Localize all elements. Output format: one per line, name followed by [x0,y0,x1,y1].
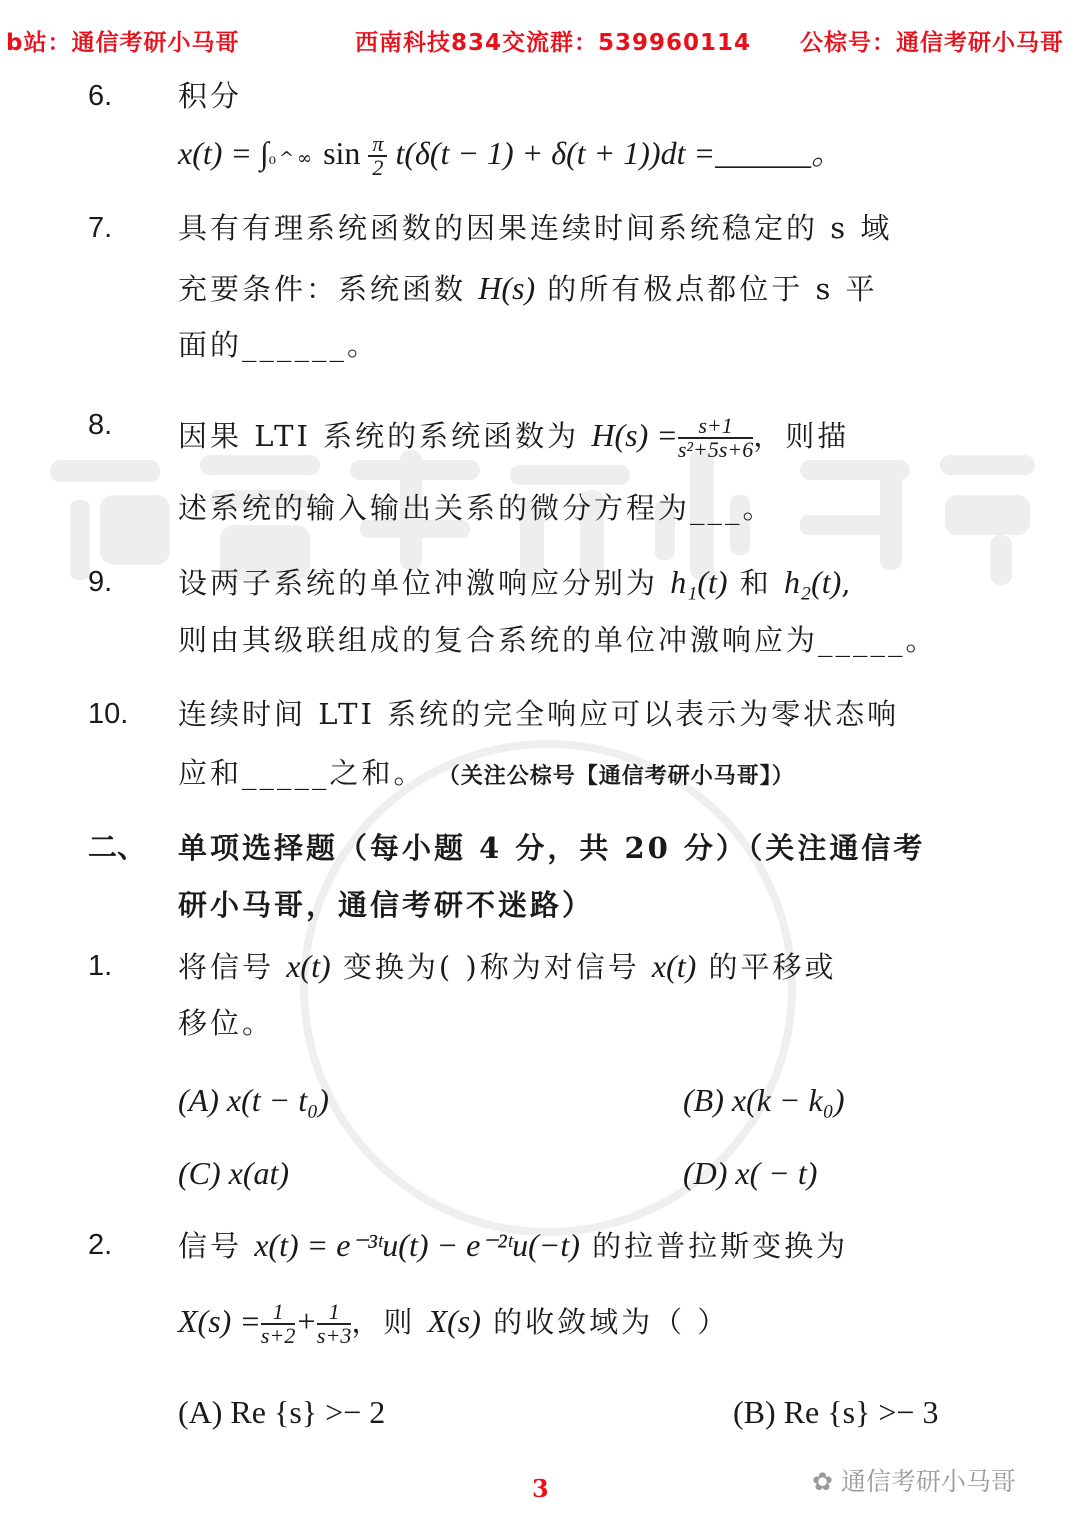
formula [178,131,844,180]
question-text: 移位。 [178,1006,275,1040]
text: 的平移或 [696,950,837,984]
math: X(s) = [178,1303,261,1339]
math: h₂(t) [784,564,842,600]
text: ，则描 [753,419,850,453]
question-number: 1. [88,950,113,982]
math: H(s) [478,270,536,306]
text: 变换为( )称为对信号 [330,950,652,984]
header-right: 公棕号：通信考研小马哥 [800,30,1064,56]
option-b: (B) x(k − k₀) [683,1082,845,1118]
section-title: 研小马哥，通信考研不迷路） [178,888,595,922]
integral-limits: ₀^∞ [268,148,316,169]
option-c: (C) x(at) [178,1155,290,1191]
question-number: 7. [88,212,113,244]
math: x(t) [651,948,697,984]
wechat-watermark [812,1462,1016,1498]
question-text [178,410,849,460]
fraction [261,1301,295,1347]
text: 的拉普拉斯变换为 [579,1229,849,1263]
math: x(t) = e⁻³ᵗu(t) − e⁻²ᵗu(−t) [254,1227,580,1263]
numerator: 1 [261,1301,295,1325]
numerator: 1 [317,1301,351,1325]
text: 将信号 [178,950,287,984]
formula-part: sin [315,135,369,171]
option-a: (A) x(t − t₀) [178,1082,329,1118]
text: 设两子系统的单位冲激响应分别为 [178,566,671,600]
question-text [178,562,854,602]
option-a: (A) Re {s} >− 2 [178,1394,386,1430]
question-text: 面的______。 [178,328,380,362]
question-text: 积分 [178,79,243,113]
text: 的收敛域为（ ） [480,1305,730,1339]
option-b: (B) Re {s} >− 3 [733,1394,939,1430]
question-text [178,753,795,793]
question-number: 8. [88,409,113,441]
section-title: 单项选择题（每小题 4 分，共 20 分）（关注通信考 [178,831,926,865]
text: 因果 LTI 系统的系统函数为 [178,419,592,453]
page-number: 3 [532,1474,549,1503]
header-center: 西南科技834交流群：539960114 [355,30,752,56]
fraction [678,415,753,461]
denominator: 2 [372,155,384,180]
formula-part: x(t) = ∫ [178,135,269,171]
question-text: 具有有理系统函数的因果连续时间系统稳定的 s 域 [178,211,893,245]
header-left: b站：通信考研小马哥 [6,30,240,56]
denominator: s+2 [260,1323,296,1348]
question-text: 述系统的输入输出关系的微分方程为___。 [178,491,775,525]
note: （关注公棕号【通信考研小马哥】） [437,763,795,789]
math: + [295,1303,317,1339]
math: h₁(t) [670,564,728,600]
text: 和 [727,566,784,600]
fraction [368,133,387,179]
question-text [178,1225,848,1265]
denominator: s²+5s+6 [677,437,754,462]
math: x(t) [286,948,331,984]
question-number: 2. [88,1229,113,1261]
question-text: 则由其级联组成的复合系统的单位冲激响应为_____。 [178,623,938,657]
text: , [841,566,854,600]
math: H(s) = [591,417,678,453]
question-number: 10. [88,698,129,730]
text: 信号 [178,1229,255,1263]
text: 充要条件：系统函数 [178,272,479,306]
option-d: (D) x( − t) [683,1155,818,1191]
question-text [178,268,878,308]
section-number: 二、 [88,832,147,864]
fraction [317,1301,351,1347]
question-number: 9. [88,566,113,598]
text: ，则 [351,1305,428,1339]
question-text: 连续时间 LTI 系统的完全响应可以表示为零状态响 [178,697,900,731]
numerator: π [368,133,387,157]
formula-part: t(δ(t − 1) + δ(t + 1))dt =______。 [387,135,844,171]
text: 的所有极点都位于 s 平 [535,272,878,306]
denominator: s+3 [316,1323,352,1348]
numerator: s+1 [678,415,753,439]
wechat-name: 通信考研小马哥 [840,1467,1016,1496]
text: 应和_____之和。 [178,756,426,790]
wechat-icon: ✿ [812,1467,841,1496]
question-number: 6. [88,80,113,112]
math: X(s) [427,1303,481,1339]
question-text [178,1296,729,1346]
question-text [178,946,837,986]
